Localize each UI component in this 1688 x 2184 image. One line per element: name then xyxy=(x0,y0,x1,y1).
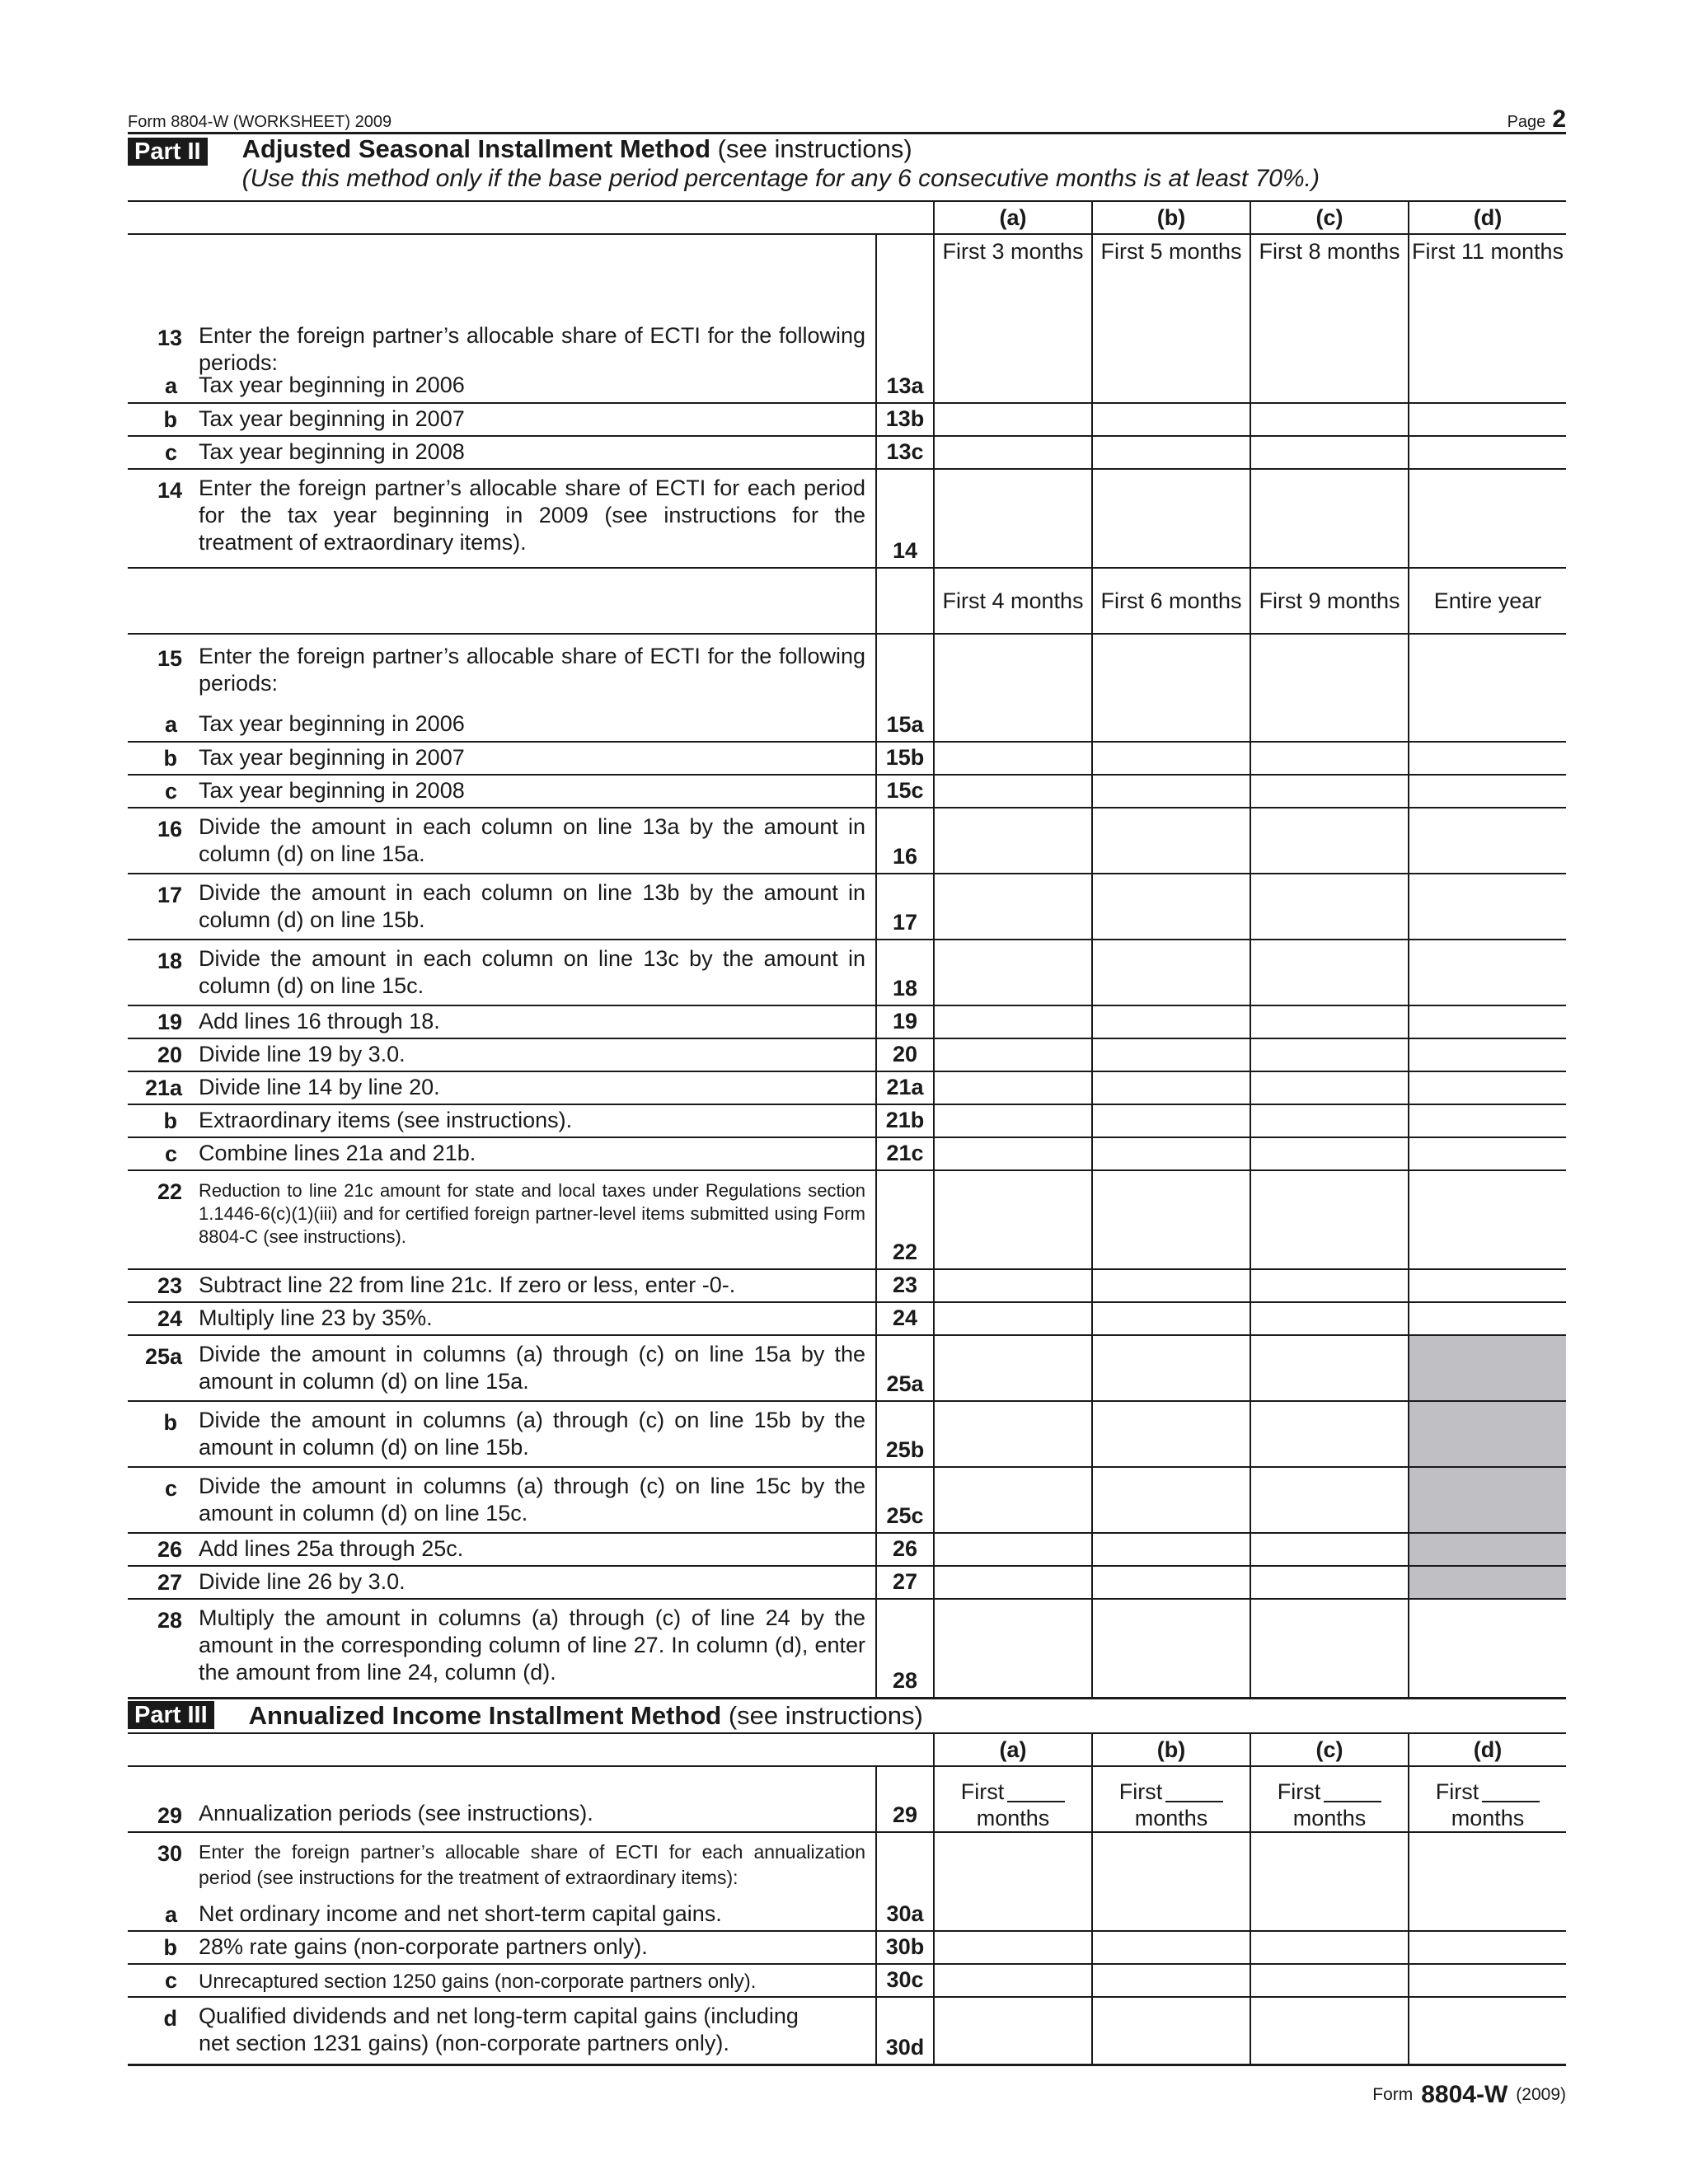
field-18-a[interactable] xyxy=(933,940,1091,1005)
line-label: 13c xyxy=(875,437,933,468)
field-30a-d[interactable] xyxy=(1408,1900,1566,1930)
line-label: 28 xyxy=(875,1600,933,1697)
field-13a-c[interactable] xyxy=(1250,372,1408,402)
form-page xyxy=(128,97,1566,2109)
line-17-row xyxy=(128,874,1566,940)
field-18-b[interactable] xyxy=(1091,940,1250,1005)
line-30b-row xyxy=(128,1932,1566,1965)
field-30a-a[interactable] xyxy=(933,1900,1091,1930)
field-16-d[interactable] xyxy=(1408,808,1566,873)
field-21a-b[interactable] xyxy=(1091,1072,1250,1104)
line-24-row xyxy=(128,1303,1566,1336)
months-label: months xyxy=(1134,1806,1208,1830)
line-28-row xyxy=(128,1600,1566,1697)
field-23-b[interactable] xyxy=(1091,1270,1250,1301)
periods-2-row xyxy=(128,569,1566,635)
line-description: 28% rate gains (non-corporate partners only). xyxy=(199,1934,648,1959)
field-13c-d[interactable] xyxy=(1408,437,1566,468)
field-23-d[interactable] xyxy=(1408,1270,1566,1301)
annualization-period-c[interactable] xyxy=(1250,1767,1408,1831)
field-30c-a[interactable] xyxy=(933,1965,1091,1996)
line-15b-row xyxy=(128,743,1566,776)
line-description: Annualization periods (see instructions). xyxy=(199,1801,593,1825)
line-15a-row xyxy=(128,710,1566,743)
field-13b-c[interactable] xyxy=(1250,404,1408,435)
period-blank[interactable] xyxy=(1324,1784,1381,1802)
line-label: 15b xyxy=(875,743,933,774)
field-15b-b[interactable] xyxy=(1091,743,1250,774)
part2-title: Adjusted Seasonal Installment Method xyxy=(241,134,711,163)
field-17-d[interactable] xyxy=(1408,874,1566,939)
line-label: 15a xyxy=(875,710,933,741)
period-col-b: First 5 months xyxy=(1091,235,1250,317)
line-description: Unrecaptured section 1250 gains (non-corporate partners only). xyxy=(199,1971,757,1993)
field-22-d[interactable] xyxy=(1408,1171,1566,1268)
part3-title-block xyxy=(249,1701,923,1732)
field-13c-c[interactable] xyxy=(1250,437,1408,468)
field-25b-c[interactable] xyxy=(1250,1402,1408,1466)
field-15c-b[interactable] xyxy=(1091,776,1250,807)
line-description: Add lines 16 through 18. xyxy=(199,1009,440,1033)
line-21a-row xyxy=(128,1072,1566,1105)
field-30b-d[interactable] xyxy=(1408,1932,1566,1963)
field-14-d[interactable] xyxy=(1408,470,1566,567)
field-21a-c[interactable] xyxy=(1250,1072,1408,1104)
field-15b-c[interactable] xyxy=(1250,743,1408,774)
period-col-d: First 11 months xyxy=(1408,235,1566,317)
shaded-cell xyxy=(1408,1534,1566,1565)
line-number: 14 xyxy=(157,478,182,503)
line-number: 16 xyxy=(157,817,182,841)
line-description: Reduction to line 21c amount for state and local taxes under Regulations section 1.1446-6(c)(1)(iii) and for certified foreign partner-level items submitted using Form 8804-C (see instructions). xyxy=(199,1180,865,1247)
field-13b-b[interactable] xyxy=(1091,404,1250,435)
period2-col-c: First 9 months xyxy=(1250,569,1408,633)
line-description: Add lines 25a through 25c. xyxy=(199,1536,464,1561)
line-label: 21b xyxy=(875,1105,933,1137)
line-number: 23 xyxy=(157,1273,182,1298)
field-21b-d[interactable] xyxy=(1408,1105,1566,1137)
line-number: 27 xyxy=(157,1570,182,1595)
line-19-row xyxy=(128,1006,1566,1039)
field-23-a[interactable] xyxy=(933,1270,1091,1301)
field-22-a[interactable] xyxy=(933,1171,1091,1268)
line-13c-row xyxy=(128,437,1566,470)
line-15-row xyxy=(128,635,1566,710)
line-label: 30c xyxy=(875,1965,933,1996)
part2-badge: Part II xyxy=(128,138,208,166)
field-15c-a[interactable] xyxy=(933,776,1091,807)
field-21b-b[interactable] xyxy=(1091,1105,1250,1137)
line-number: b xyxy=(163,1410,177,1435)
line-label: 30d xyxy=(875,1998,933,2064)
period-blank[interactable] xyxy=(1165,1784,1223,1802)
field-15b-d[interactable] xyxy=(1408,743,1566,774)
line-label: 26 xyxy=(875,1534,933,1565)
col-d-letter: (d) xyxy=(1408,202,1566,233)
field-21c-d[interactable] xyxy=(1408,1138,1566,1169)
field-28-d[interactable] xyxy=(1408,1600,1566,1697)
form-name: Form 8804-W (WORKSHEET) 2009 xyxy=(128,113,392,131)
line-number: 17 xyxy=(157,883,182,907)
field-30d-d[interactable] xyxy=(1408,1998,1566,2064)
line-description: Divide the amount in each column on line 13c by the amount in column (d) on line 15c. xyxy=(199,946,865,998)
line-label: 14 xyxy=(875,470,933,567)
field-30b-a[interactable] xyxy=(933,1932,1091,1963)
field-17-a[interactable] xyxy=(933,874,1091,939)
field-14-c[interactable] xyxy=(1250,470,1408,567)
part2-column-letters xyxy=(128,202,1566,235)
line-description: Enter the foreign partner’s allocable share of ECTI for each period for the tax year beginning in 2009 (see instructions for the treatment of extraordinary items). xyxy=(199,476,865,555)
field-27-b[interactable] xyxy=(1091,1567,1250,1598)
line-number: 30 xyxy=(157,1841,182,1866)
field-15a-d[interactable] xyxy=(1408,710,1566,741)
line-description: Divide line 26 by 3.0. xyxy=(199,1569,406,1594)
months-label: months xyxy=(1292,1806,1367,1830)
page-header xyxy=(128,97,1566,134)
field-30d-b[interactable] xyxy=(1091,1998,1250,2064)
line-description: Tax year beginning in 2006 xyxy=(199,711,465,736)
line-30-row xyxy=(128,1833,1566,1900)
field-21c-b[interactable] xyxy=(1091,1138,1250,1169)
field-20-d[interactable] xyxy=(1408,1039,1566,1071)
line-number: c xyxy=(164,440,177,465)
line-21b-row xyxy=(128,1105,1566,1138)
field-19-b[interactable] xyxy=(1091,1006,1250,1038)
line-25c-row xyxy=(128,1468,1566,1534)
line-description: Qualified dividends and net long-term capital gains (including net section 1231 gains) (non-corporate partners only). xyxy=(199,2004,799,2055)
line-20-row xyxy=(128,1039,1566,1072)
shaded-cell xyxy=(1408,1402,1566,1466)
line-label: 19 xyxy=(875,1006,933,1038)
line-label: 25c xyxy=(875,1468,933,1532)
field-15c-c[interactable] xyxy=(1250,776,1408,807)
line-25b-row xyxy=(128,1402,1566,1468)
period-blank[interactable] xyxy=(1007,1784,1065,1802)
line-25a-row xyxy=(128,1336,1566,1402)
line-number: 28 xyxy=(157,1608,182,1633)
line-description: Divide the amount in each column on line 13b by the amount in column (d) on line 15b. xyxy=(199,880,865,932)
field-25b-b[interactable] xyxy=(1091,1402,1250,1466)
line-21c-row xyxy=(128,1138,1566,1171)
field-30c-d[interactable] xyxy=(1408,1965,1566,1996)
part3-title-suffix: (see instructions) xyxy=(721,1701,923,1730)
line-description: Tax year beginning in 2006 xyxy=(199,373,465,397)
page-footer xyxy=(128,2064,1566,2109)
line-number: c xyxy=(164,1968,177,1993)
shaded-cell xyxy=(1408,1567,1566,1598)
field-19-a[interactable] xyxy=(933,1006,1091,1038)
line-description: Multiply the amount in columns (a) through (c) of line 24 by the amount in the corresponding column of line 27. In column (d), enter the amount from line 24, column (d). xyxy=(199,1605,865,1685)
line-description: Net ordinary income and net short-term capital gains. xyxy=(199,1901,722,1926)
line-description: Tax year beginning in 2008 xyxy=(199,439,465,464)
line-description: Divide line 19 by 3.0. xyxy=(199,1042,406,1066)
months-label: months xyxy=(1451,1806,1525,1830)
field-22-c[interactable] xyxy=(1250,1171,1408,1268)
field-25c-c[interactable] xyxy=(1250,1468,1408,1532)
part3-title: Annualized Income Installment Method xyxy=(248,1701,722,1730)
field-30a-b[interactable] xyxy=(1091,1900,1250,1930)
field-21b-c[interactable] xyxy=(1250,1105,1408,1137)
annualization-period-b[interactable] xyxy=(1091,1767,1250,1831)
line-18-row xyxy=(128,940,1566,1006)
line-number: a xyxy=(164,1902,177,1927)
col-b-letter: (b) xyxy=(1091,202,1250,233)
field-26-a[interactable] xyxy=(933,1534,1091,1565)
part2-title-block xyxy=(242,134,1320,200)
field-24-a[interactable] xyxy=(933,1303,1091,1334)
field-18-d[interactable] xyxy=(1408,940,1566,1005)
field-17-c[interactable] xyxy=(1250,874,1408,939)
line-label: 21c xyxy=(875,1138,933,1169)
line-label: 30a xyxy=(875,1900,933,1930)
line-label: 18 xyxy=(875,940,933,1005)
line-description: Tax year beginning in 2008 xyxy=(199,778,465,803)
line-13a-row xyxy=(128,372,1566,404)
field-25c-a[interactable] xyxy=(933,1468,1091,1532)
line-label: 29 xyxy=(875,1767,933,1831)
field-19-d[interactable] xyxy=(1408,1006,1566,1038)
line-number: a xyxy=(164,712,177,737)
field-26-c[interactable] xyxy=(1250,1534,1408,1565)
field-30d-c[interactable] xyxy=(1250,1998,1408,2064)
field-30b-c[interactable] xyxy=(1250,1932,1408,1963)
line-description: Divide the amount in columns (a) through (c) on line 15c by the amount in column (d) on line 15c. xyxy=(199,1474,865,1526)
p3-col-c-letter: (c) xyxy=(1250,1734,1408,1765)
line-30d-row xyxy=(128,1998,1566,2064)
field-25a-c[interactable] xyxy=(1250,1336,1408,1400)
field-19-c[interactable] xyxy=(1250,1006,1408,1038)
line-15c-row xyxy=(128,776,1566,808)
line-number: c xyxy=(164,779,177,804)
field-24-b[interactable] xyxy=(1091,1303,1250,1334)
field-21b-a[interactable] xyxy=(933,1105,1091,1137)
part2-title-suffix: (see instructions) xyxy=(710,134,912,163)
field-15a-b[interactable] xyxy=(1091,710,1250,741)
line-description: Divide line 14 by line 20. xyxy=(199,1075,440,1099)
line-description: Subtract line 22 from line 21c. If zero or less, enter -0-. xyxy=(199,1272,736,1297)
period-blank[interactable] xyxy=(1482,1784,1540,1802)
field-21a-a[interactable] xyxy=(933,1072,1091,1104)
line-number: 18 xyxy=(157,949,182,973)
field-21a-d[interactable] xyxy=(1408,1072,1566,1104)
line-description: Enter the foreign partner’s allocable share of ECTI for each annualization period (see instructions for the treatment of extraordinary items): xyxy=(199,1841,865,1888)
shaded-cell xyxy=(1408,1336,1566,1400)
field-13b-a[interactable] xyxy=(933,404,1091,435)
field-30b-b[interactable] xyxy=(1091,1932,1250,1963)
field-16-b[interactable] xyxy=(1091,808,1250,873)
line-16-row xyxy=(128,808,1566,874)
line-label: 23 xyxy=(875,1270,933,1301)
line-label: 27 xyxy=(875,1567,933,1598)
annualization-period-d[interactable] xyxy=(1408,1767,1566,1831)
line-label: 22 xyxy=(875,1171,933,1268)
line-label: 25a xyxy=(875,1336,933,1400)
line-description: Extraordinary items (see instructions). xyxy=(199,1108,573,1132)
line-number: 25a xyxy=(144,1344,182,1369)
field-17-b[interactable] xyxy=(1091,874,1250,939)
field-16-c[interactable] xyxy=(1250,808,1408,873)
field-24-d[interactable] xyxy=(1408,1303,1566,1334)
line-description: Tax year beginning in 2007 xyxy=(199,745,465,770)
line-23-row xyxy=(128,1270,1566,1303)
line-30c-row xyxy=(128,1965,1566,1998)
line-description: Enter the foreign partner’s allocable share of ECTI for the following periods: xyxy=(199,644,865,696)
footer-year: (2009) xyxy=(1516,2085,1566,2104)
line-number: a xyxy=(164,373,177,398)
part3-column-letters xyxy=(128,1734,1566,1767)
field-20-c[interactable] xyxy=(1250,1039,1408,1071)
line-number: 22 xyxy=(157,1179,182,1204)
part3-badge: Part III xyxy=(128,1701,214,1729)
line-label: 24 xyxy=(875,1303,933,1334)
line-description: Divide the amount in each column on line 13a by the amount in column (d) on line 15a. xyxy=(199,814,865,866)
field-14-a[interactable] xyxy=(933,470,1091,567)
p3-col-b-letter: (b) xyxy=(1091,1734,1250,1765)
line-label: 17 xyxy=(875,874,933,939)
line-number: 20 xyxy=(157,1043,182,1067)
field-30a-c[interactable] xyxy=(1250,1900,1408,1930)
field-15a-a[interactable] xyxy=(933,710,1091,741)
field-18-c[interactable] xyxy=(1250,940,1408,1005)
line-14-row xyxy=(128,470,1566,569)
period2-col-d: Entire year xyxy=(1408,569,1566,633)
field-13a-d[interactable] xyxy=(1408,372,1566,402)
period-col-a: First 3 months xyxy=(933,235,1091,317)
line-29-row xyxy=(128,1767,1566,1833)
field-27-c[interactable] xyxy=(1250,1567,1408,1598)
field-30d-a[interactable] xyxy=(933,1998,1091,2064)
line-number: 24 xyxy=(157,1306,182,1331)
field-20-a[interactable] xyxy=(933,1039,1091,1071)
line-label: 13b xyxy=(875,404,933,435)
field-30c-c[interactable] xyxy=(1250,1965,1408,1996)
first-label: First xyxy=(960,1779,1005,1804)
line-description: Enter the foreign partner’s allocable share of ECTI for the following periods: xyxy=(199,323,865,375)
line-label: 13a xyxy=(875,372,933,402)
line-description: Divide the amount in columns (a) through (c) on line 15a by the amount in column (d) on line 15a. xyxy=(199,1342,865,1394)
line-description: Divide the amount in columns (a) through (c) on line 15b by the amount in column (d) on line 15b. xyxy=(199,1408,865,1460)
period-col-c: First 8 months xyxy=(1250,235,1408,317)
field-24-c[interactable] xyxy=(1250,1303,1408,1334)
line-description: Combine lines 21a and 21b. xyxy=(199,1141,476,1165)
field-30c-b[interactable] xyxy=(1091,1965,1250,1996)
part2-subtitle: (Use this method only if the base period percentage for any 6 consecutive months is at least 70%.) xyxy=(241,165,1320,192)
line-number: 29 xyxy=(157,1803,182,1828)
part2-header xyxy=(128,134,1566,202)
field-28-b[interactable] xyxy=(1091,1600,1250,1697)
field-21c-a[interactable] xyxy=(933,1138,1091,1169)
line-26-row xyxy=(128,1534,1566,1567)
field-13a-b[interactable] xyxy=(1091,372,1250,402)
field-25a-b[interactable] xyxy=(1091,1336,1250,1400)
col-a-letter: (a) xyxy=(933,202,1091,233)
shaded-cell xyxy=(1408,1468,1566,1532)
first-label: First xyxy=(1277,1779,1321,1804)
field-13a-a[interactable] xyxy=(933,372,1091,402)
field-22-b[interactable] xyxy=(1091,1171,1250,1268)
line-label: 15c xyxy=(875,776,933,807)
line-number: b xyxy=(163,407,177,432)
periods-1-row xyxy=(128,235,1566,317)
line-13-row xyxy=(128,317,1566,375)
field-20-b[interactable] xyxy=(1091,1039,1250,1071)
field-28-a[interactable] xyxy=(933,1600,1091,1697)
line-label: 25b xyxy=(875,1402,933,1466)
line-label: 30b xyxy=(875,1932,933,1963)
footer-form-number: 8804-W xyxy=(1421,2081,1508,2108)
months-label: months xyxy=(976,1806,1050,1830)
line-label: 20 xyxy=(875,1039,933,1071)
line-number: c xyxy=(164,1476,177,1501)
page-label: Page xyxy=(1507,113,1546,131)
field-15c-d[interactable] xyxy=(1408,776,1566,807)
field-26-b[interactable] xyxy=(1091,1534,1250,1565)
line-number: 19 xyxy=(157,1010,182,1034)
field-23-c[interactable] xyxy=(1250,1270,1408,1301)
line-number: c xyxy=(164,1141,177,1166)
field-25b-a[interactable] xyxy=(933,1402,1091,1466)
line-number: 15 xyxy=(157,646,182,671)
line-13b-row xyxy=(128,404,1566,437)
field-15a-c[interactable] xyxy=(1250,710,1408,741)
line-number: b xyxy=(163,1935,177,1960)
p3-col-d-letter: (d) xyxy=(1408,1734,1566,1765)
field-13c-b[interactable] xyxy=(1091,437,1250,468)
line-number: d xyxy=(163,2006,177,2031)
page-indicator xyxy=(1507,107,1566,132)
line-label: 21a xyxy=(875,1072,933,1104)
field-14-b[interactable] xyxy=(1091,470,1250,567)
period2-col-a: First 4 months xyxy=(933,569,1091,633)
line-number: 21a xyxy=(144,1076,182,1100)
field-16-a[interactable] xyxy=(933,808,1091,873)
field-27-a[interactable] xyxy=(933,1567,1091,1598)
line-description: Tax year beginning in 2007 xyxy=(199,406,465,431)
line-label: 16 xyxy=(875,808,933,873)
line-description: Multiply line 23 by 35%. xyxy=(199,1305,433,1330)
footer-form-word: Form xyxy=(1372,2085,1414,2104)
field-21c-c[interactable] xyxy=(1250,1138,1408,1169)
line-number: b xyxy=(163,746,177,771)
field-28-c[interactable] xyxy=(1250,1600,1408,1697)
field-25c-b[interactable] xyxy=(1091,1468,1250,1532)
field-15b-a[interactable] xyxy=(933,743,1091,774)
line-27-row xyxy=(128,1567,1566,1600)
line-22-row xyxy=(128,1171,1566,1270)
field-13b-d[interactable] xyxy=(1408,404,1566,435)
line-number: b xyxy=(163,1108,177,1133)
period2-col-b: First 6 months xyxy=(1091,569,1250,633)
field-25a-a[interactable] xyxy=(933,1336,1091,1400)
line-number: 26 xyxy=(157,1537,182,1562)
first-label: First xyxy=(1435,1779,1479,1804)
first-label: First xyxy=(1118,1779,1163,1804)
col-c-letter: (c) xyxy=(1250,202,1408,233)
part3-header xyxy=(128,1697,1566,1734)
page-number: 2 xyxy=(1552,105,1566,133)
annualization-period-a[interactable] xyxy=(933,1767,1091,1831)
p3-col-a-letter: (a) xyxy=(933,1734,1091,1765)
line-30a-row xyxy=(128,1900,1566,1932)
line-number: 13 xyxy=(157,326,182,350)
field-13c-a[interactable] xyxy=(933,437,1091,468)
